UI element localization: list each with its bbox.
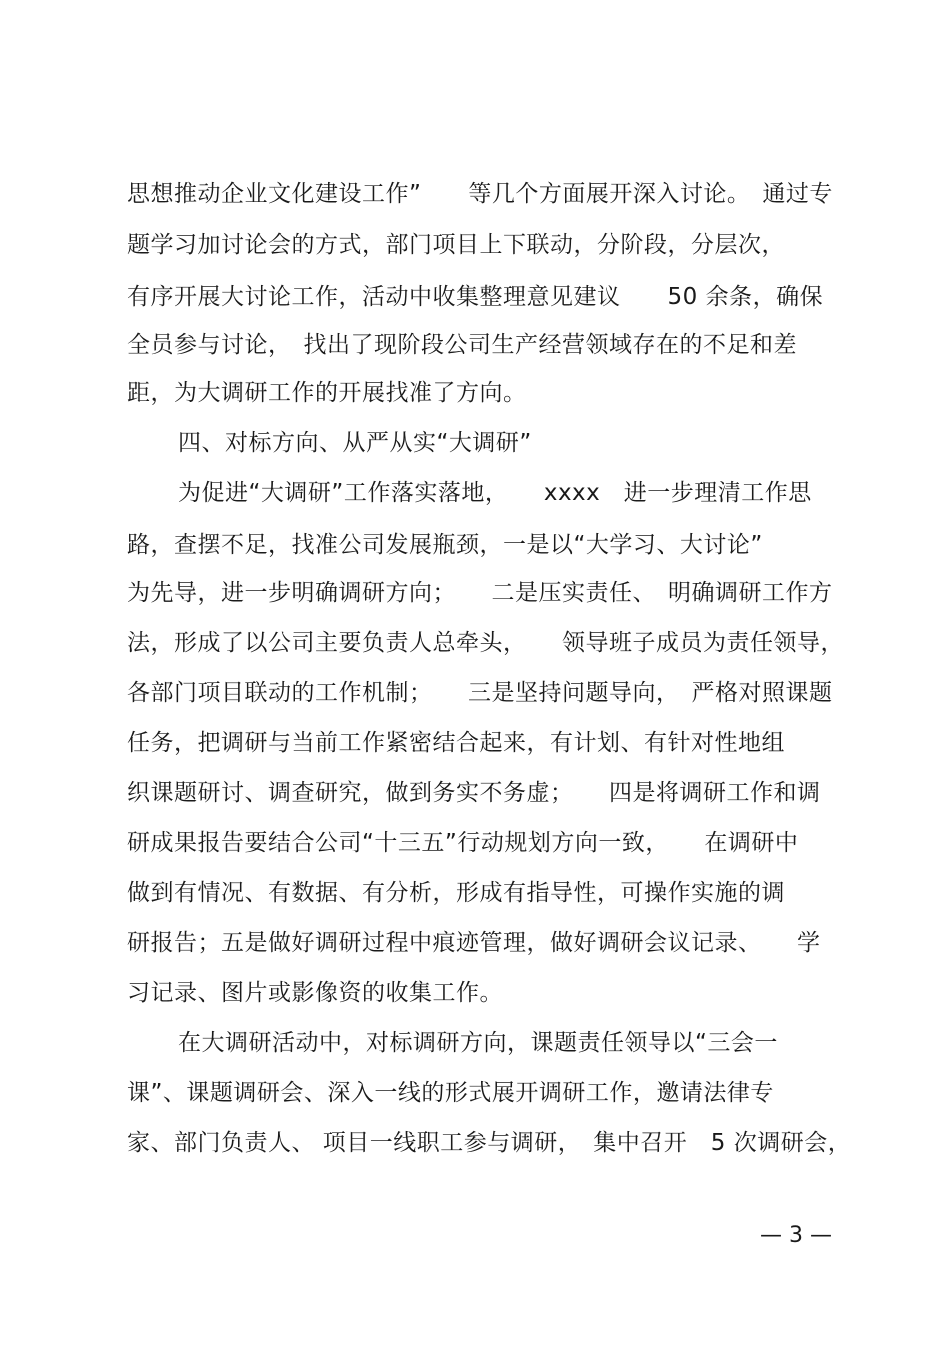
body-text-line: 全员参与讨论， 找出了现阶段公司生产经营领域存在的不足和差 bbox=[127, 332, 797, 358]
body-text-line: 法，形成了以公司主要负责人总牵头， 领导班子成员为责任领导， bbox=[127, 630, 844, 656]
body-text-line: 距，为大调研工作的开展找准了方向。 bbox=[127, 380, 527, 406]
body-text-line: 研成果报告要结合公司“十三五”行动规划方向一致， 在调研中 bbox=[127, 830, 799, 856]
body-text-line: 研报告；五是做好调研过程中痕迹管理，做好调研会议记录、 学 bbox=[127, 930, 821, 956]
body-text-line: 习记录、图片或影像资的收集工作。 bbox=[127, 980, 503, 1006]
body-text-line: 家、部门负责人、 项目一线职工参与调研， 集中召开 5 次调研会， bbox=[127, 1130, 852, 1156]
body-text-line: 任务，把调研与当前工作紧密结合起来，有计划、有针对性地组 bbox=[127, 730, 785, 756]
body-text-line: 为促进“大调研”工作落实落地， xxxx 进一步理清工作思 bbox=[178, 480, 812, 506]
page-number: — 3 — bbox=[760, 1223, 832, 1248]
body-text-line: 题学习加讨论会的方式，部门项目上下联动，分阶段，分层次， bbox=[127, 232, 785, 258]
section-heading: 四、对标方向、从严从实“大调研” bbox=[178, 430, 532, 456]
body-text-line: 在大调研活动中，对标调研方向，课题责任领导以“三会一 bbox=[178, 1030, 778, 1056]
body-text-line: 为先导，进一步明确调研方向； 二是压实责任、 明确调研工作方 bbox=[127, 580, 833, 606]
body-text-line: 各部门项目联动的工作机制； 三是坚持问题导向， 严格对照课题 bbox=[127, 680, 833, 706]
body-text-line: 有序开展大讨论工作，活动中收集整理意见建议 50 余条，确保 bbox=[127, 284, 824, 310]
body-text-line: 路，查摆不足，找准公司发展瓶颈，一是以“大学习、大讨论” bbox=[127, 532, 763, 558]
body-text-line: 织课题研讨、调查研究，做到务实不务虚； 四是将调研工作和调 bbox=[127, 780, 821, 806]
body-text-line: 做到有情况、有数据、有分析，形成有指导性，可操作实施的调 bbox=[127, 880, 785, 906]
body-text-line: 思想推动企业文化建设工作” 等几个方面展开深入讨论。 通过专 bbox=[127, 181, 833, 207]
body-text-line: 课”、课题调研会、深入一线的形式展开调研工作，邀请法律专 bbox=[127, 1080, 774, 1106]
